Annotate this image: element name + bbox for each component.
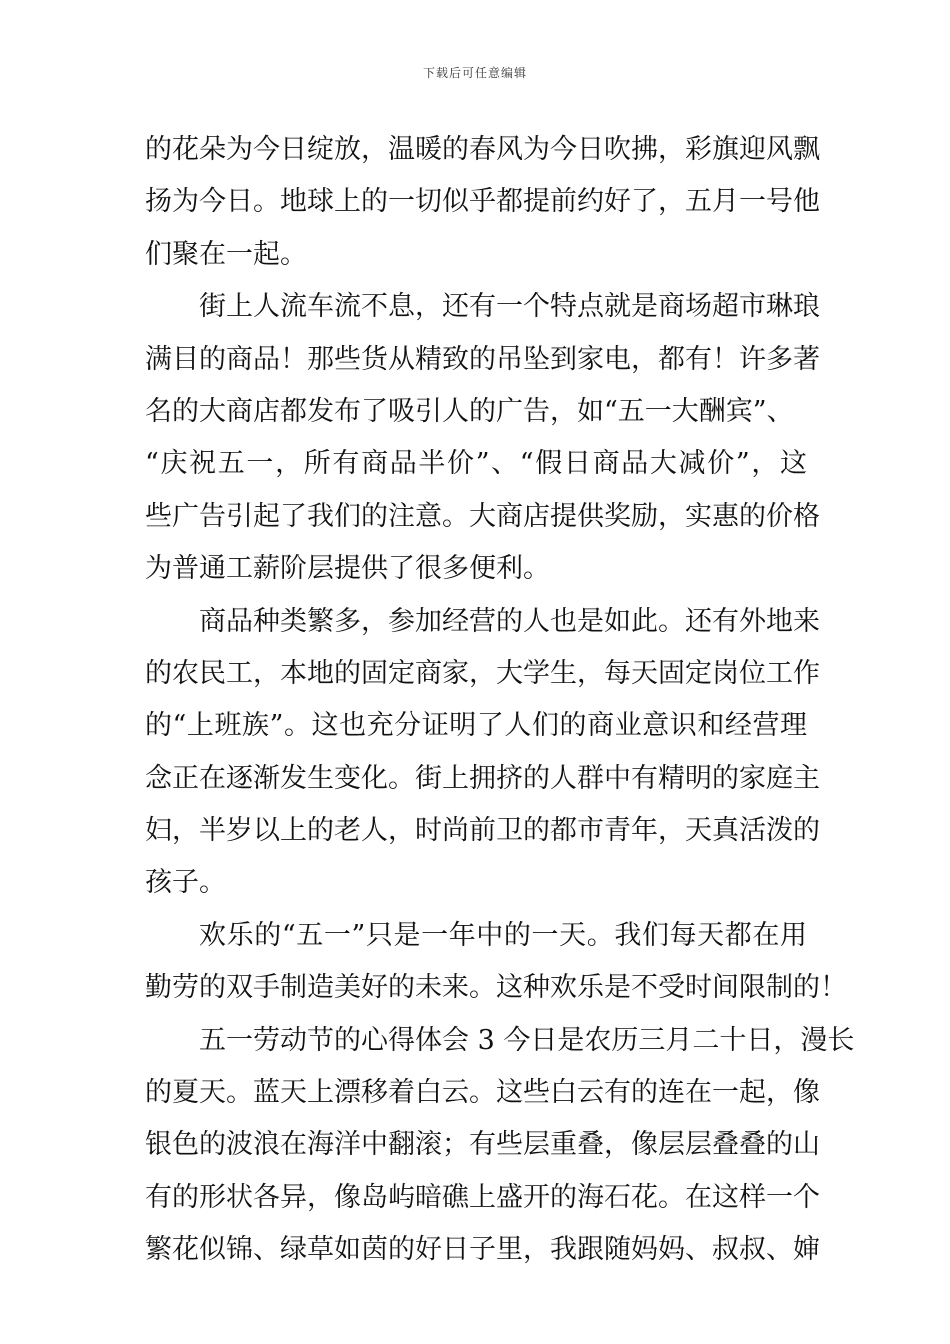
text-line: 为普通工薪阶层提供了很多便利。	[145, 553, 550, 585]
paragraph-first-line: 商品种类繁多，参加经营的人也是如此。还有外地来	[199, 605, 820, 637]
text-line: 孩子。	[145, 867, 226, 899]
text-line: 勤劳的双手制造美好的未来。这种欢乐是不受时间限制的！	[145, 972, 847, 1004]
text-line: 的花朵为今日绽放，温暖的春风为今日吹拂，彩旗迎风飘	[145, 134, 820, 165]
text-line: 妇，半岁以上的老人，时尚前卫的都市青年，天真活泼的	[145, 815, 820, 847]
paragraph-first-line: 欢乐的“五一”只是一年中的一天。我们每天都在用	[199, 919, 807, 951]
text-line: 们聚在一起。	[145, 238, 307, 270]
body-text	[145, 124, 855, 1277]
text-line: 满目的商品！那些货从精致的吊坠到家电，都有！许多著	[145, 343, 820, 375]
text-line: 银色的波浪在海洋中翻滚；有些层重叠，像层层叠叠的山	[145, 1129, 820, 1161]
text-line: 念正在逐渐发生变化。街上拥挤的人群中有精明的家庭主	[145, 762, 820, 794]
text-line: 的夏天。蓝天上漂移着白云。这些白云有的连在一起，像	[145, 1077, 820, 1109]
paragraph-first-line: 五一劳动节的心得体会 3 今日是农历三月二十日，漫长	[199, 1024, 855, 1056]
paragraph-first-line: 街上人流车流不息，还有一个特点就是商场超市琳琅	[199, 291, 820, 323]
text-line: 有的形状各异，像岛屿暗礁上盛开的海石花。在这样一个	[145, 1181, 820, 1213]
text-line: 的“上班族”。这也充分证明了人们的商业意识和经营理	[145, 710, 807, 742]
text-line: 名的大商店都发布了吸引人的广告，如“五一大酬宾”、	[145, 395, 794, 427]
text-line: 些广告引起了我们的注意。大商店提供奖励，实惠的价格	[145, 500, 820, 532]
text-line: 繁花似锦、绿草如茵的好日子里，我跟随妈妈、叔叔、婶	[145, 1234, 820, 1266]
text-line: 的农民工，本地的固定商家，大学生，每天固定岗位工作	[145, 657, 820, 689]
text-line: “庆祝五一，所有商品半价”、“假日商品大减价”，这	[145, 448, 807, 480]
page-header-note: 下载后可任意编辑	[422, 66, 527, 80]
text-line: 扬为今日。地球上的一切似乎都提前约好了，五月一号他	[145, 186, 820, 218]
